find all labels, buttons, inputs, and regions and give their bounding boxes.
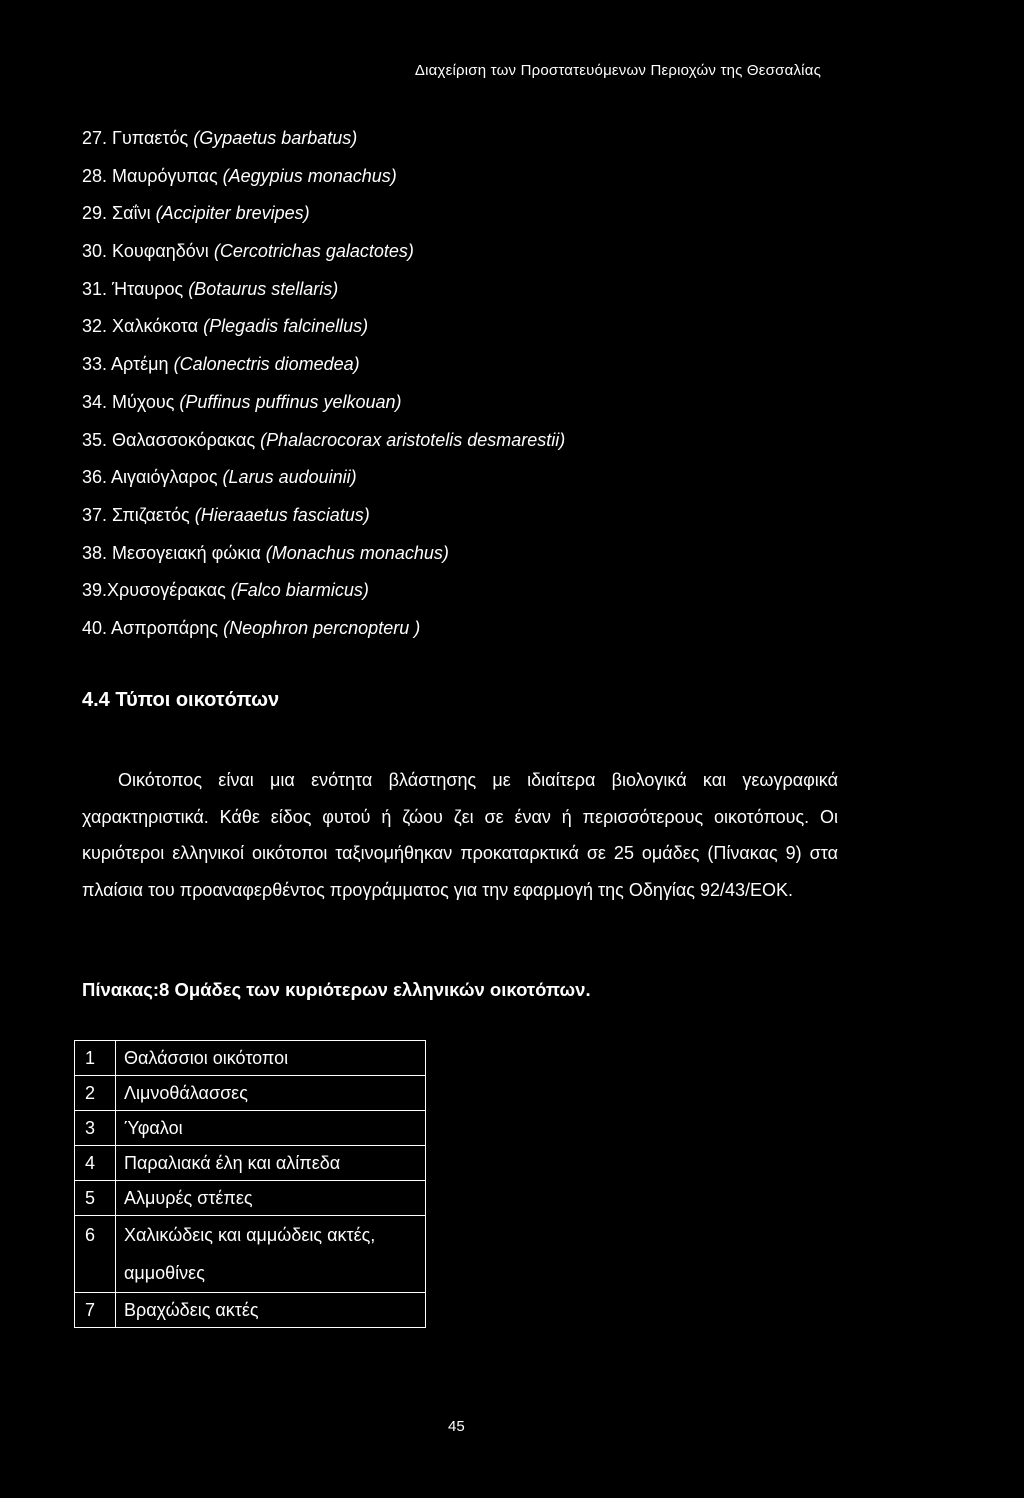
table-row	[75, 1146, 426, 1181]
species-latin-name: (Cercotrichas galactotes)	[213, 241, 414, 262]
species-number: 36.	[82, 467, 108, 488]
species-latin-name: (Calonectris diomedea)	[173, 354, 360, 375]
species-number: 31.	[82, 278, 108, 299]
species-number: 29.	[82, 203, 108, 224]
row-number: 2	[75, 1076, 116, 1111]
list-item	[82, 578, 565, 616]
species-list	[82, 126, 565, 654]
species-latin-name: (Larus audouinii)	[222, 467, 357, 488]
species-latin-name: (Hieraaetus fasciatus)	[194, 504, 370, 525]
habitat-name: Παραλιακά έλη και αλίπεδα	[116, 1146, 426, 1181]
species-number: 30.	[82, 241, 108, 262]
species-greek-name: Θαλασσοκόρακας	[112, 429, 256, 450]
list-item	[82, 277, 565, 315]
table-row	[75, 1216, 426, 1293]
list-item	[82, 390, 565, 428]
body-paragraph: Οικότοπος είναι μια ενότητα βλάστησης με ιδιαίτερα βιολογικά και γεωγραφικά χαρακτηριστικά. Κάθε είδος φυτού ή ζώου ζει σε έναν ή περισσότερους οικοτόπους. Οι κυριότεροι ελληνικοί οικότοποι ταξινομήθηκαν προκαταρκτικά σε 25 ομάδες (Πίνακας 9) στα πλαίσια του προαναφερθέντος προγράμματος για την εφαρμογή της Οδηγίας 92/43/ΕΟΚ.	[82, 770, 838, 900]
table-caption: Πίνακας:8 Ομάδες των κυριότερων ελληνικών οικοτόπων.	[82, 979, 591, 1000]
species-number: 28.	[82, 165, 108, 186]
species-greek-name: Χαλκόκοτα	[112, 316, 199, 337]
row-number: 6	[75, 1216, 116, 1293]
list-item	[82, 201, 565, 239]
list-item	[82, 352, 565, 390]
species-number: 27.	[82, 128, 108, 148]
species-latin-name: (Monachus monachus)	[265, 542, 449, 563]
species-latin-name: (Accipiter brevipes)	[155, 203, 310, 224]
list-item	[82, 164, 565, 202]
species-greek-name: Σαΐνι	[112, 203, 151, 224]
section-heading: 4.4 Τύποι οικοτόπων	[82, 689, 280, 711]
species-latin-name: (Gypaetus barbatus)	[193, 128, 358, 148]
list-item	[82, 428, 565, 466]
habitat-name: Λιμνοθάλασσες	[116, 1076, 426, 1111]
habitat-name: Βραχώδεις ακτές	[116, 1293, 426, 1328]
species-greek-name: Χρυσογέρακας	[107, 580, 226, 601]
habitat-name: Αλμυρές στέπες	[116, 1181, 426, 1216]
species-latin-name: (Falco biarmicus)	[230, 580, 369, 601]
habitat-name: Θαλάσσιοι οικότοποι	[116, 1041, 426, 1076]
table-row	[75, 1041, 426, 1076]
row-number: 5	[75, 1181, 116, 1216]
list-item	[82, 616, 565, 654]
species-greek-name: Αρτέμη	[111, 354, 169, 375]
species-latin-name: (Neophron percnopteru )	[223, 617, 421, 638]
species-greek-name: Μύχους	[112, 391, 175, 412]
row-number: 4	[75, 1146, 116, 1181]
row-number: 3	[75, 1111, 116, 1146]
table-row	[75, 1293, 426, 1328]
table-row	[75, 1076, 426, 1111]
species-greek-name: Κουφαηδόνι	[112, 241, 209, 262]
list-item	[82, 503, 565, 541]
running-header: Διαχείριση των Προστατευόμενων Περιοχών της Θεσσαλίας	[414, 62, 821, 79]
species-number: 33.	[82, 354, 108, 375]
habitat-groups-table	[74, 1040, 426, 1328]
species-greek-name: Ήταυρος	[112, 278, 184, 299]
species-greek-name: Μεσογειακή φώκια	[112, 542, 261, 563]
species-latin-name: (Aegypius monachus)	[222, 165, 397, 186]
species-greek-name: Μαυρόγυπας	[112, 165, 218, 186]
row-number: 1	[75, 1041, 116, 1076]
row-number: 7	[75, 1293, 116, 1328]
list-item	[82, 126, 565, 164]
list-item	[82, 314, 565, 352]
species-number: 32.	[82, 316, 108, 337]
page-number: 45	[448, 1418, 465, 1435]
species-number: 37.	[82, 504, 108, 525]
species-number: 35.	[82, 429, 108, 450]
species-latin-name: (Puffinus puffinus yelkouan)	[179, 391, 402, 412]
list-item	[82, 541, 565, 579]
species-greek-name: Σπιζαετός	[112, 504, 190, 525]
list-item	[82, 239, 565, 277]
habitat-name: Χαλικώδεις και αμμώδεις ακτές, αμμοθίνες	[116, 1216, 426, 1293]
species-greek-name: Αιγαιόγλαρος	[111, 467, 218, 488]
species-latin-name: (Botaurus stellaris)	[188, 278, 339, 299]
species-number: 38.	[82, 542, 108, 563]
habitat-name: Ύφαλοι	[116, 1111, 426, 1146]
table-row	[75, 1181, 426, 1216]
species-latin-name: (Phalacrocorax aristotelis desmarestii)	[260, 429, 566, 450]
species-number: 34.	[82, 391, 108, 412]
species-latin-name: (Plegadis falcinellus)	[203, 316, 369, 337]
species-number: 39.	[82, 580, 108, 601]
list-item	[82, 465, 565, 503]
table-row	[75, 1111, 426, 1146]
species-greek-name: Ασπροπάρης	[111, 617, 219, 638]
species-number: 40.	[82, 617, 108, 638]
species-greek-name: Γυπαετός	[112, 128, 189, 148]
